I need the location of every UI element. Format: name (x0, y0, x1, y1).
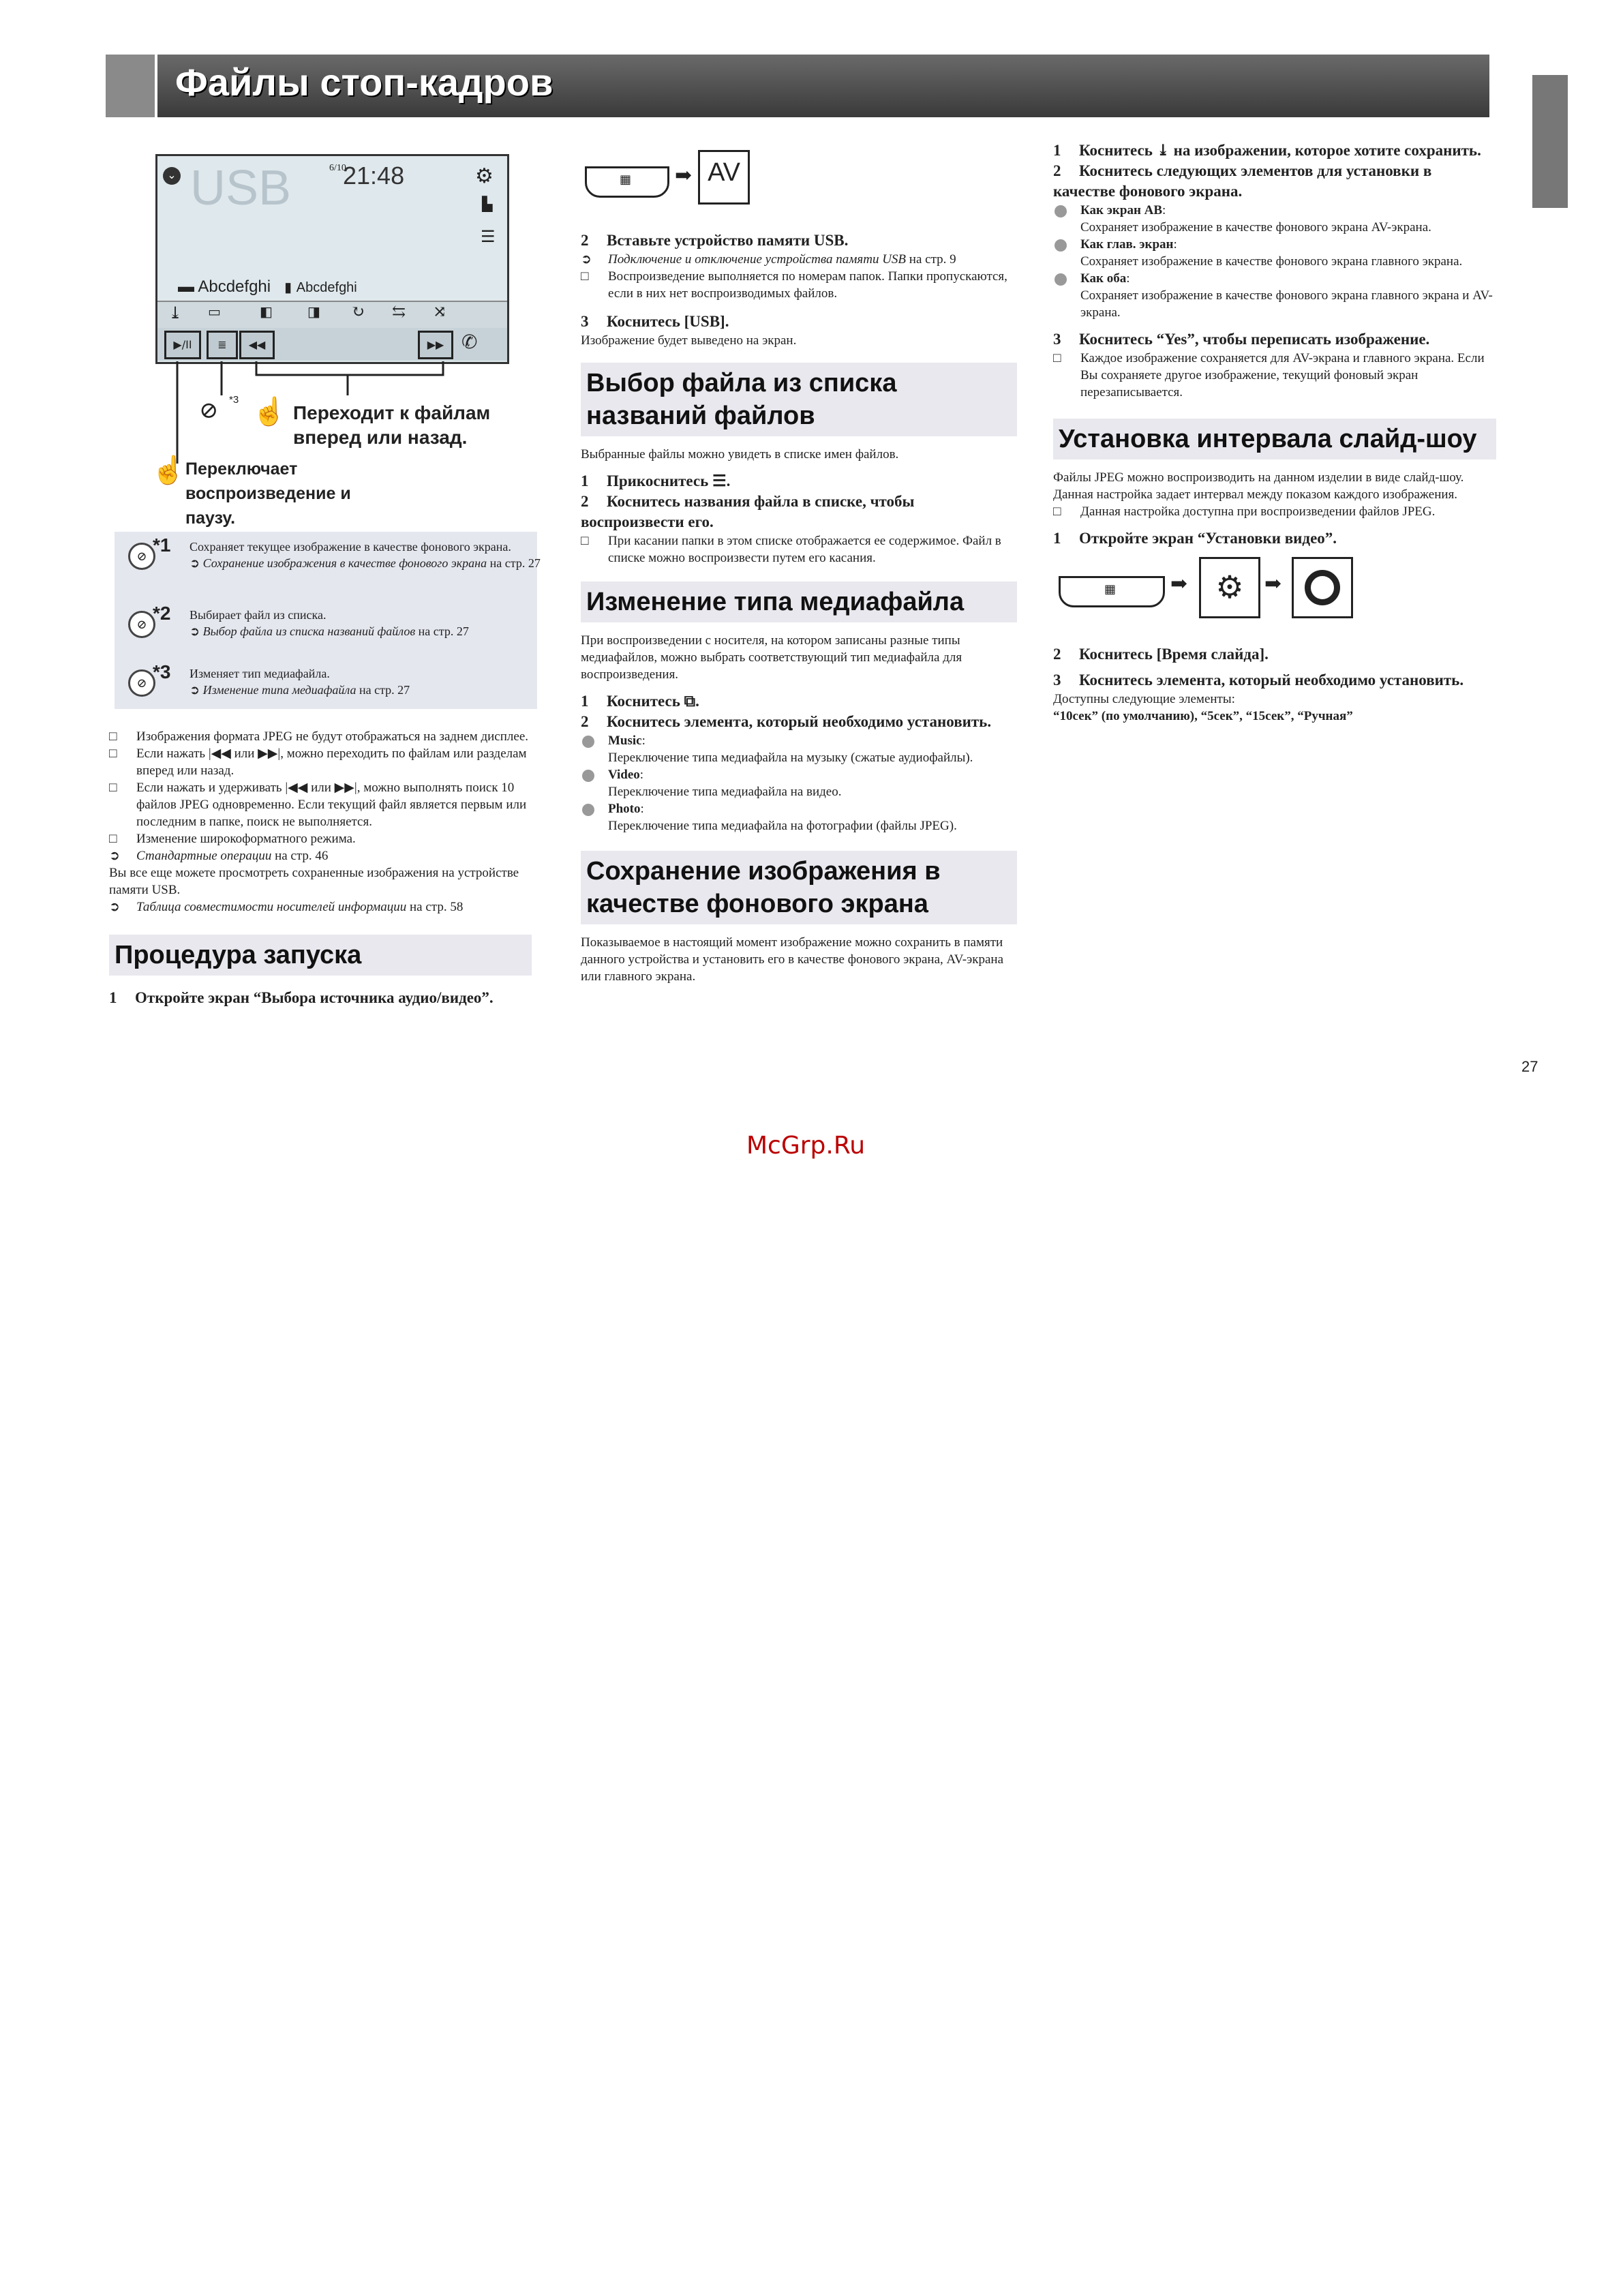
rotate-icon[interactable]: ↻ (351, 303, 365, 321)
function-bar (157, 301, 507, 328)
reference-link[interactable]: Стандартные операции (136, 849, 272, 863)
legend-text (189, 665, 544, 698)
step-text: Коснитесь названия файла в списке, чтобы воспроизвести его. (581, 493, 915, 530)
option-name: Как экран AB (1080, 203, 1163, 217)
legend-ref[interactable]: Изменение типа медиафайла (202, 683, 357, 697)
option-item: Как оба: Сохраняет изображение в качестве фонового экрана главного экрана и AV-экрана. (1053, 270, 1496, 321)
reference-page: на стр. 58 (410, 900, 464, 914)
step (581, 471, 1017, 492)
step (1053, 329, 1496, 350)
reference-page: на стр. 9 (909, 252, 956, 267)
arrow-icon: ➲ (189, 683, 200, 697)
column-3 (1053, 140, 1496, 725)
side-tab (1532, 75, 1568, 208)
legend-mark: *2 (153, 603, 171, 624)
arrow-icon: ➲ (109, 900, 120, 914)
step-text: Коснитесь “Yes”, чтобы переписать изображение. (1079, 331, 1430, 348)
note (109, 728, 532, 745)
video-settings-icon (1292, 557, 1353, 618)
step-number: 2 (581, 713, 589, 730)
bullet-icon (1055, 273, 1067, 286)
options-list: “10сек” (по умолчанию), “5сек”, “15сек”, “Ручная” (1053, 709, 1353, 723)
note-icon: □ (109, 832, 117, 846)
step (581, 712, 1017, 732)
note (109, 745, 532, 779)
note-text: Если нажать и удерживать |◀◀ или ▶▶|, можно выполнять поиск 10 файлов JPEG одновременно. Если текущий файл является первым или последним в папке, поиск не выполняется. (136, 781, 527, 829)
note-text: Данная настройка доступна при воспроизведении файлов JPEG. (1080, 504, 1436, 519)
step (581, 492, 1017, 532)
phone-icon[interactable]: ✆ (461, 332, 478, 353)
step-number: 3 (1053, 331, 1061, 348)
list-icon: ☰ (481, 228, 496, 246)
file-name: Abcdefghi (296, 280, 357, 295)
note-icon: □ (109, 781, 117, 795)
note (1053, 503, 1496, 520)
step-text: Прикоснитесь ☰. (607, 472, 731, 489)
step-number: 1 (1053, 530, 1061, 547)
option-desc: Сохраняет изображение в качестве фонового экрана AV-экрана. (1080, 220, 1431, 235)
arrow-right-icon: ➡ (1170, 573, 1188, 595)
column-1-notes (109, 728, 532, 1008)
option-item: Video: Переключение типа медиафайла на видео. (581, 766, 1017, 800)
note-icon: □ (581, 534, 589, 548)
reference (109, 847, 532, 864)
prev-button[interactable]: ◀◀ (239, 331, 275, 359)
note-icon: □ (109, 746, 117, 761)
step-text: Коснитесь следующих элементов для установки в качестве фонового экрана. (1053, 162, 1432, 200)
note (109, 830, 532, 847)
note-text: При касании папки в этом списке отображается ее содержимое. Файл в списке можно воспроизвести путем его касания. (608, 534, 1001, 565)
step (581, 230, 1017, 251)
legend-desc: Сохраняет текущее изображение в качестве фонового экрана. (189, 540, 511, 554)
note-icon: □ (1053, 504, 1061, 519)
chevron-down-icon: ⌄ (163, 167, 181, 185)
paragraph: Файлы JPEG можно воспроизводить на данном изделии в виде слайд-шоу. Данная настройка задает интервал между показом каждого изображения. (1053, 470, 1464, 502)
legend-box (115, 532, 541, 709)
paragraph: При воспроизведении с носителя, на котором записаны разные типы медиафайлов, можно выбрать соответствующий тип медиафайла для воспроизведения. (581, 633, 962, 682)
legend-ref[interactable]: Выбор файла из списка названий файлов (202, 624, 416, 638)
note-text: Если нажать |◀◀ или ▶▶|, можно переходить по файлам или разделам вперед или назад. (136, 746, 527, 778)
step-number: 2 (1053, 162, 1061, 179)
column-2 (581, 230, 1017, 985)
usb-screen-illustration (155, 154, 509, 364)
note-icon: □ (581, 269, 589, 284)
note-text: Воспроизведение выполняется по номерам папок. Папки пропускаются, если в них нет воспроизводимых файлов. (608, 269, 1007, 301)
save-image-icon[interactable]: ⤓ (168, 305, 183, 322)
settings-path-illustration (1053, 549, 1496, 644)
step-text: Коснитесь элемента, который необходимо установить. (1079, 671, 1464, 689)
reference (109, 898, 532, 916)
file-icon: ▮ (284, 280, 292, 295)
step-text: Коснитесь элемента, который необходимо установить. (607, 713, 992, 730)
note-text: Изображения формата JPEG не будут отображаться на заднем дисплее. (136, 729, 529, 744)
page-number: 27 (1521, 1058, 1538, 1075)
heading-save-background: Сохранение изображения в качестве фонового экрана (581, 851, 1017, 924)
list-button[interactable]: ≣ (207, 331, 238, 359)
grid-icon: ▦ (1104, 582, 1117, 596)
option-name: Music (608, 734, 642, 748)
legend-item (128, 661, 537, 706)
step (581, 691, 1017, 712)
reference-page: на стр. 46 (275, 849, 329, 863)
option-item: Как глав. экран: Сохраняет изображение в качестве фонового экрана главного экрана. (1053, 236, 1496, 270)
note (581, 532, 1017, 567)
settings-icon: ⚙ (1199, 557, 1260, 618)
arrow-right-icon: ➡ (675, 164, 693, 187)
callout-star3: *3 (229, 394, 239, 406)
arrow-right-icon: ➡ (1264, 573, 1282, 595)
step-number: 1 (109, 989, 117, 1006)
step-number: 1 (1053, 142, 1061, 159)
step-number: 2 (581, 493, 589, 510)
step (1053, 528, 1496, 549)
arrow-icon: ➲ (189, 556, 200, 570)
step-number: 3 (581, 313, 589, 330)
arrow-icon: ➲ (109, 849, 120, 863)
date-label: 6/10 (329, 163, 346, 173)
clock: 21:48 (343, 162, 405, 190)
option-item: Как экран AB: Сохраняет изображение в качестве фонового экрана AV-экрана. (1053, 202, 1496, 236)
legend-page: на стр. 27 (418, 624, 469, 638)
option-item: Photo: Переключение типа медиафайла на фотографии (файлы JPEG). (581, 800, 1017, 834)
legend-item (128, 603, 537, 654)
folder-name: Abcdefghi (198, 277, 271, 296)
legend-desc: Изменяет тип медиафайла. (189, 667, 330, 680)
paragraph: Показываемое в настоящий момент изображение можно сохранить в памяти данного устройства и установить его в качестве фонового экрана, AV-экрана или главного экрана. (581, 935, 1004, 984)
step-text: Коснитесь [Время слайда]. (1079, 646, 1269, 663)
step (1053, 140, 1496, 161)
heading-startup: Процедура запуска (109, 935, 532, 976)
note-icon: □ (109, 729, 117, 744)
legend-mark: *3 (153, 661, 171, 682)
arrow-icon: ➲ (189, 624, 200, 638)
hand-icon: ☝ (252, 396, 286, 427)
bullet-icon (582, 736, 594, 748)
link-icon: ⊘ (128, 669, 155, 697)
legend-page: на стр. 27 (489, 556, 541, 570)
step-text: Коснитесь [USB]. (607, 313, 729, 330)
hand-icon: ☝ (151, 455, 185, 485)
reference-link[interactable]: Подключение и отключение устройства памяти USB (608, 252, 907, 267)
link-icon: ⊘ (128, 543, 155, 570)
step (109, 988, 532, 1008)
step (1053, 644, 1496, 665)
bullet-icon (1055, 239, 1067, 252)
reference (581, 251, 1017, 268)
step (1053, 670, 1496, 691)
option-name: Video (608, 768, 640, 782)
note-text: Каждое изображение сохраняется для AV-экрана и главного экрана. Если Вы сохраняете другое изображение, текущий фоновый экран перезаписывается. (1080, 351, 1485, 399)
option-name: Как глав. экран (1080, 237, 1174, 252)
option-item: Music: Переключение типа медиафайла на музыку (сжатые аудиофайлы). (581, 732, 1017, 766)
source-label: USB (190, 161, 292, 215)
step-text: Откройте экран “Выбора источника аудио/видео”. (135, 989, 494, 1006)
folder-icon: ▬ (178, 277, 194, 296)
step-text: Коснитесь ⧉. (607, 693, 699, 710)
step-number: 1 (581, 472, 589, 489)
step-text: Откройте экран “Установки видео”. (1079, 530, 1337, 547)
step-number: 2 (581, 232, 589, 249)
bullet-icon (582, 770, 594, 782)
legend-text (189, 539, 544, 571)
legend-item (128, 534, 541, 593)
media-type-icon[interactable]: ▭ (208, 305, 221, 320)
callout-play: Переключает воспроизведение и паузу. (185, 459, 351, 528)
page-title: Файлы стоп-кадров (175, 61, 553, 104)
note (1053, 350, 1496, 401)
grid-icon: ▦ (620, 172, 632, 186)
prev-folder-icon[interactable]: ◧ (260, 305, 273, 320)
note-text: Изменение широкоформатного режима. (136, 832, 356, 846)
option-name: Photo (608, 802, 641, 816)
next-button[interactable]: ▶▶ (418, 331, 453, 359)
home-button-illustration (1059, 576, 1165, 607)
title-banner (106, 55, 1489, 117)
option-desc: Переключение типа медиафайла на музыку (сжатые аудиофайлы). (608, 751, 973, 765)
legend-mark: *1 (153, 534, 171, 556)
option-desc: Переключение типа медиафайла на фотографии (файлы JPEG). (608, 819, 957, 833)
option-desc: Сохраняет изображение в качестве фонового экрана главного экрана и AV-экрана. (1080, 288, 1493, 320)
next-folder-icon[interactable]: ◨ (307, 305, 320, 320)
callout-skip: Переходит к файлам вперед или назад. (293, 402, 491, 448)
av-source-button: AV (698, 150, 750, 205)
shuffle-icon[interactable]: ⤨ (433, 303, 447, 321)
step-text: Вставьте устройство памяти USB. (607, 232, 849, 249)
legend-text (189, 607, 544, 639)
option-desc: Сохраняет изображение в качестве фонового экрана главного экрана. (1080, 254, 1463, 269)
heading-slideshow-interval: Установка интервала слайд-шоу (1053, 419, 1496, 459)
heading-media-type: Изменение типа медиафайла (581, 581, 1017, 622)
paragraph: Изображение будет выведено на экран. (581, 333, 797, 348)
link-icon: ⊘ (199, 398, 219, 423)
reference-link[interactable]: Таблица совместимости носителей информации (136, 900, 407, 914)
legend-page: на стр. 27 (359, 683, 410, 697)
step-text: Коснитесь ⤓ на изображении, которое хотите сохранить. (1079, 142, 1481, 159)
legend-desc: Выбирает файл из списка. (189, 608, 327, 622)
bullet-icon (582, 804, 594, 816)
note-icon: □ (1053, 351, 1061, 365)
paragraph: Доступны следующие элементы: (1053, 692, 1235, 706)
watermark: McGrp.Ru (746, 1132, 866, 1160)
repeat-icon[interactable]: ⇆ (392, 303, 406, 321)
file-info (178, 277, 357, 297)
step (581, 312, 1017, 332)
paragraph: Вы все еще можете просмотреть сохраненные изображения на устройстве памяти USB. (109, 866, 519, 897)
settings-icon: ⚙ (475, 165, 494, 187)
title-stripe (106, 55, 157, 117)
eq-icon: ▙ (482, 196, 493, 212)
step-number: 3 (1053, 671, 1061, 689)
legend-ref[interactable]: Сохранение изображения в качестве фонового экрана (202, 556, 487, 570)
option-desc: Переключение типа медиафайла на видео. (608, 785, 842, 799)
heading-file-list: Выбор файла из списка названий файлов (581, 363, 1017, 436)
link-icon: ⊘ (128, 611, 155, 638)
step-number: 1 (581, 693, 589, 710)
paragraph: Выбранные файлы можно увидеть в списке имен файлов. (581, 447, 899, 462)
option-name: Как оба (1080, 271, 1127, 286)
step-number: 2 (1053, 646, 1061, 663)
step (1053, 161, 1496, 202)
play-pause-button[interactable]: ▶/II (164, 331, 201, 359)
home-button-illustration (585, 166, 669, 198)
arrow-icon: ➲ (581, 252, 592, 267)
note (581, 268, 1017, 302)
note (109, 779, 532, 830)
bullet-icon (1055, 205, 1067, 217)
